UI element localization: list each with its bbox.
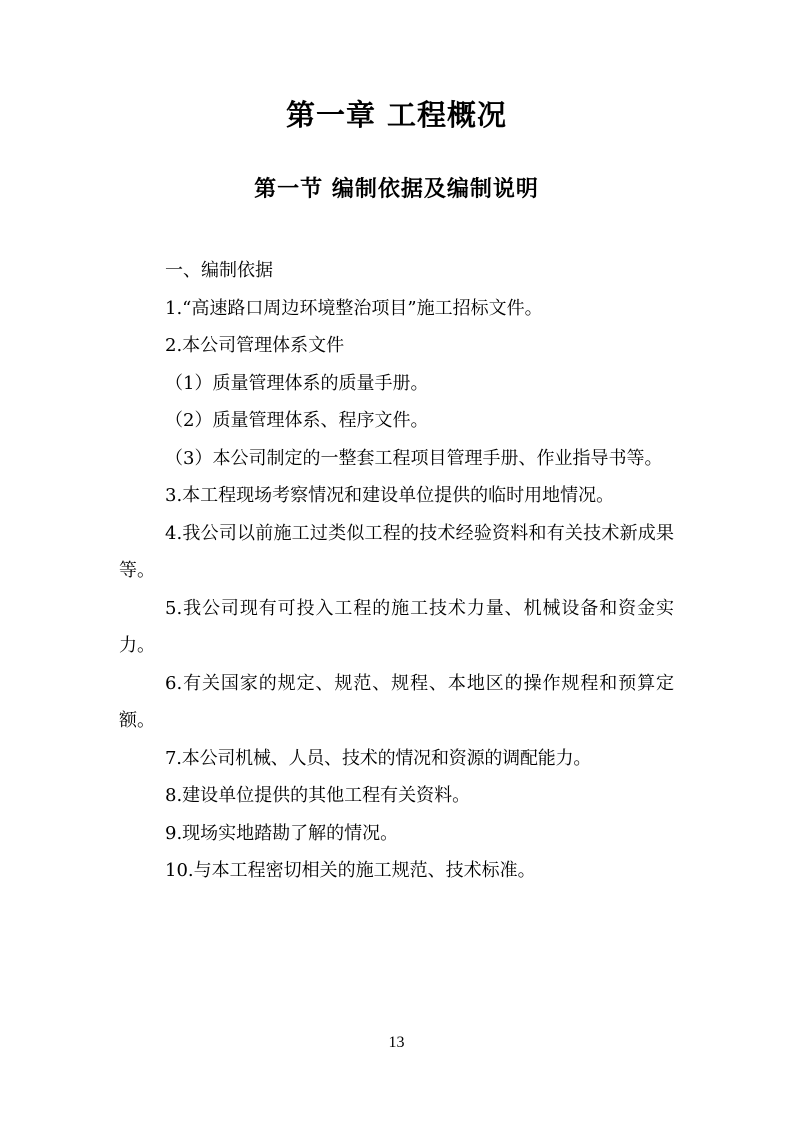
paragraph-item-2: 2.本公司管理体系文件 [165,335,345,356]
paragraph-item-5: 5.我公司现有可投入工程的施工技术力量、机械设备和资金实力。 [119,597,674,656]
paragraph-item-1: 1.“高速路口周边环境整治项目”施工招标文件。 [165,297,543,319]
paragraph-item-9: 9.现场实地踏勘了解的情况。 [165,822,399,844]
section-title: 第一节 编制依据及编制说明 [254,177,539,202]
paragraph-basis-heading: 一、编制依据 [165,260,273,281]
paragraph-item-2-sub-2: （2）质量管理体系、程序文件。 [165,410,429,431]
page-number: 13 [388,1034,405,1051]
paragraph-item-2-sub-3: （3）本公司制定的一整套工程项目管理手册、作业指导书等。 [165,447,663,469]
paragraph-item-2-sub-1: （1）质量管理体系的质量手册。 [165,372,429,394]
paragraph-item-3: 3.本工程现场考察情况和建设单位提供的临时用地情况。 [165,485,615,506]
paragraph-item-4: 4.我公司以前施工过类似工程的技术经验资料和有关技术新成果等。 [119,522,674,581]
paragraph-item-8: 8.建设单位提供的其他工程有关资料。 [165,785,471,806]
chapter-title: 第一章 工程概况 [285,98,508,132]
paragraph-item-10: 10.与本工程密切相关的施工规范、技术标准。 [165,860,536,881]
paragraph-item-7: 7.本公司机械、人员、技术的情况和资源的调配能力。 [165,747,592,769]
document-body [119,252,674,890]
paragraph-item-6: 6.有关国家的规定、规范、规程、本地区的操作规程和预算定额。 [119,672,674,731]
